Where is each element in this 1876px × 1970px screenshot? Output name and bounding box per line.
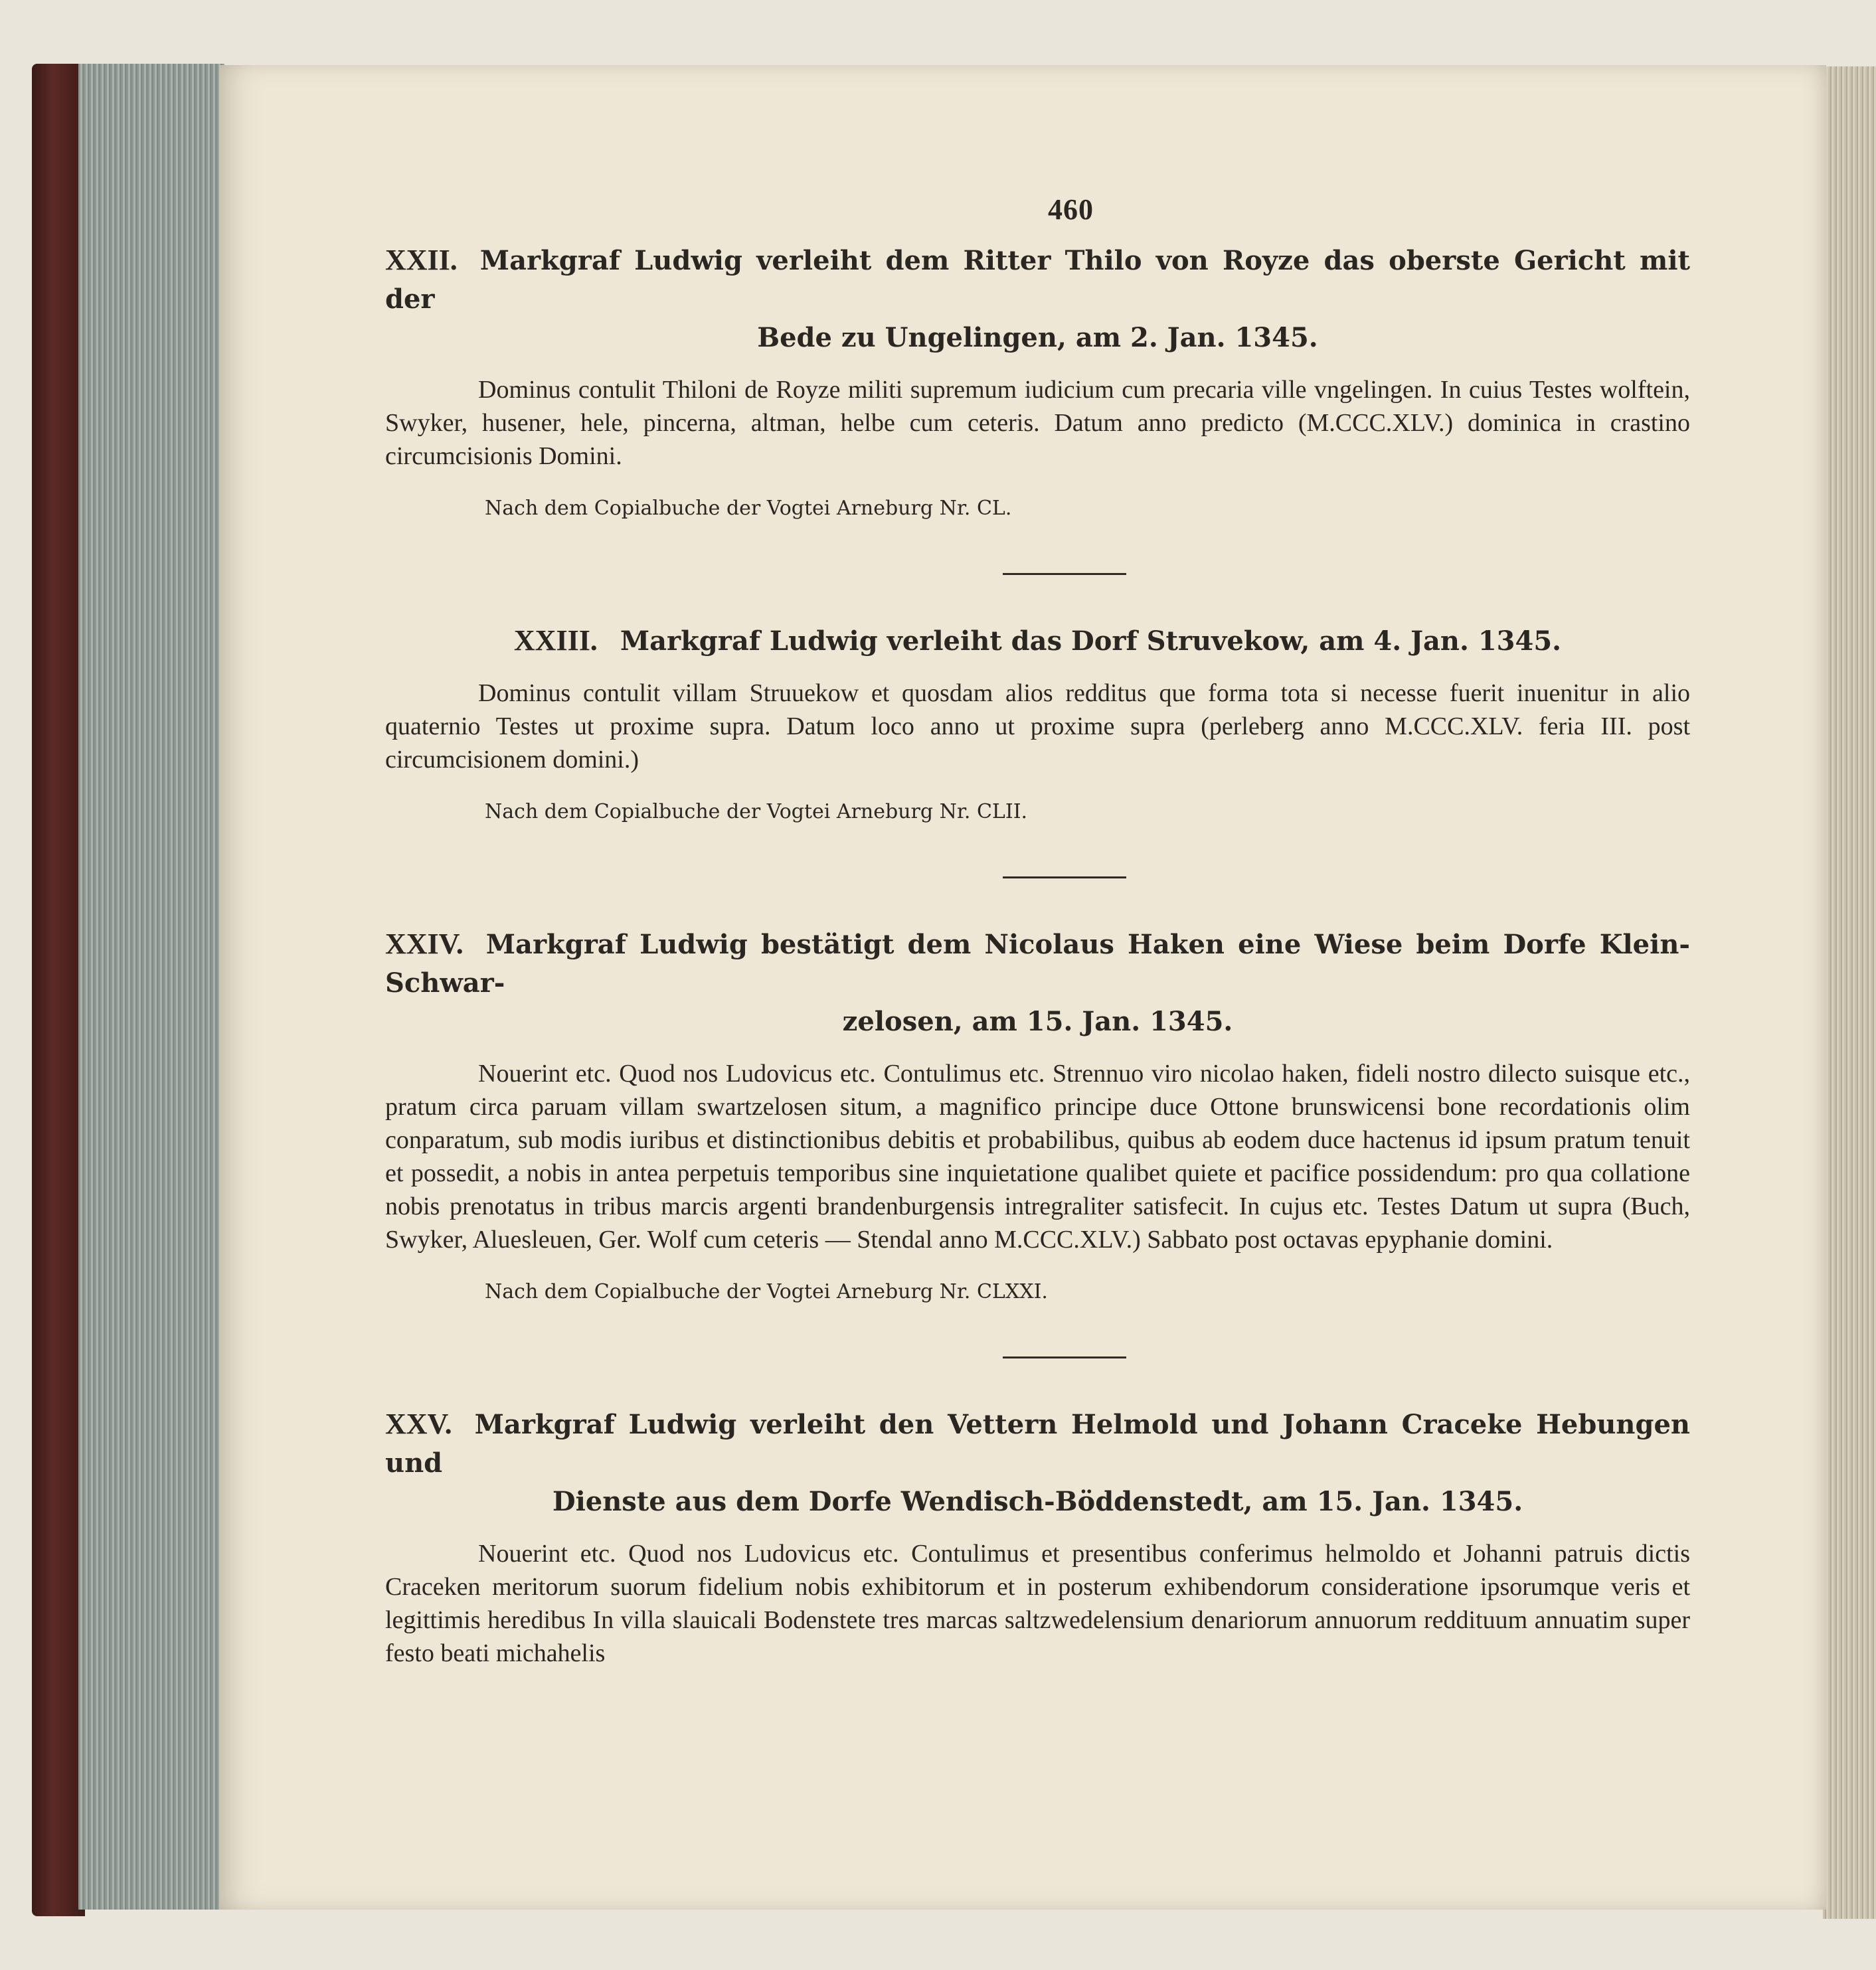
document-heading: [385, 621, 1690, 661]
document-heading: [385, 925, 1690, 1041]
document-numeral: XXII.: [385, 244, 458, 276]
document-body: Dominus contulit villam Struuekow et quosdam alios redditus que forma tota si necesse fuerit inuenitur in alio quaternio Testes ut proxime supra. Datum loco anno ut proxime supra (perleberg anno M.CCC.XLV. feria III. post circumcisionem domini.): [385, 679, 1690, 774]
page-block-edge-left: [78, 64, 224, 1910]
source-note: Nach dem Copialbuche der Vogtei Arneburg Nr. CL.: [485, 497, 1012, 520]
document-xxv: [385, 1405, 1690, 1670]
heading-line-1: Markgraf Ludwig bestätigt dem Nicolaus Haken eine Wiese beim Dorfe Klein-Schwar-: [385, 929, 1690, 999]
heading-line-2: Bede zu Ungelingen, am 2. Jan. 1345.: [757, 322, 1318, 353]
page-content: [385, 193, 1690, 1670]
document-xxiv: [385, 925, 1690, 1358]
document-numeral: XXV.: [385, 1408, 452, 1440]
document-heading: [385, 241, 1690, 357]
document-numeral: XXIII.: [513, 624, 598, 657]
book-cover-edge: [32, 64, 85, 1916]
document-xxii: [385, 241, 1690, 575]
page-number: 460: [1048, 193, 1094, 226]
heading-line-2: Dienste aus dem Dorfe Wendisch-Böddenstedt, am 15. Jan. 1345.: [552, 1486, 1523, 1517]
heading-line-1: Markgraf Ludwig verleiht dem Ritter Thilo von Royze das oberste Gericht mit der: [385, 245, 1690, 315]
document-body: Nouerint etc. Quod nos Ludovicus etc. Contulimus etc. Strennuo viro nicolao haken, fideli nostro dilecto suisque etc., pratum circa paruam villam swartzelosen situm, a magnifico principe duce Ottone brunswicensi bone recordationis olim conparatum, sub modis iuribus et distinctionibus debitis et probabilibus, quibus ab eodem duce hactenus id ipsum pratum tenuit et possedit, a nobis in antea perpetuis temporibus sine inquietatione qualibet quiete et pacifice possidendum: pro qua collatione nobis prenotatus in tribus marcis argenti brandenburgensis intregraliter satisfecit. In cujus etc. Testes Datum ut supra (Buch, Swyker, Aluesleuen, Ger. Wolf cum ceteris — Stendal anno M.CCC.XLV.) Sabbato post octavas epyphanie domini.: [385, 1060, 1690, 1254]
document-numeral: XXIV.: [385, 928, 464, 960]
document-xxiii: [385, 621, 1690, 878]
source-note: Nach dem Copialbuche der Vogtei Arneburg Nr. CLII.: [485, 800, 1028, 823]
document-heading: [385, 1405, 1690, 1521]
heading-line-2: zelosen, am 15. Jan. 1345.: [842, 1006, 1233, 1037]
section-divider: [1003, 573, 1126, 575]
document-body: Dominus contulit Thiloni de Royze militi supremum iudicium cum precaria ville vngelingen. In cuius Testes wolftein, Swyker, husener, hele, pincerna, altman, helbe cum ceteris. Datum anno predicto (M.CCC.XLV.) dominica in crastino circumcisionis Domini.: [385, 376, 1690, 470]
source-note: Nach dem Copialbuche der Vogtei Arneburg Nr. CLXXI.: [485, 1280, 1048, 1303]
heading-line-1: Markgraf Ludwig verleiht das Dorf Struvekow, am 4. Jan. 1345.: [620, 625, 1562, 657]
section-divider: [1003, 1356, 1126, 1358]
heading-line-1: Markgraf Ludwig verleiht den Vettern Helmold und Johann Craceke Hebungen und: [385, 1409, 1690, 1479]
page-block-edge-right: [1823, 66, 1876, 1919]
section-divider: [1003, 876, 1126, 878]
document-body: Nouerint etc. Quod nos Ludovicus etc. Contulimus et presentibus conferimus helmoldo et Johanni patruis dictis Craceken meritorum suorum fidelium nobis exhibitorum et in posterum exhibendorum consideratione ipsorumque veris et legittimis heredibus In villa slauicali Bodenstete tres marcas saltzwedelensium denariorum annuorum reddituum annuatim super festo beati michahelis: [385, 1540, 1690, 1667]
